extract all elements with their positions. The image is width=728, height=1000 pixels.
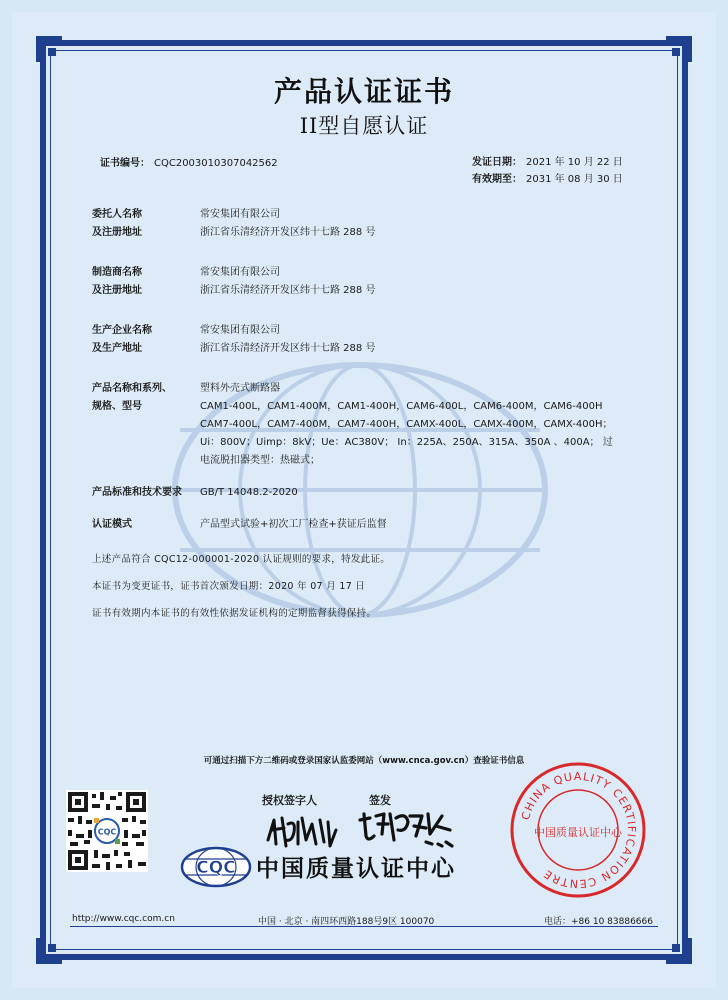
manufacturer-name: 常安集团有限公司	[200, 267, 280, 278]
authorized-signature	[262, 810, 342, 854]
footer-phone: 电话：+86 10 83886666	[544, 917, 653, 927]
corner-ornament-top-left	[36, 36, 62, 62]
stamp-center-text: 中国质量认证中心	[534, 826, 622, 839]
footer-address: 中国 · 北京 · 南四环西路188号9区 100070	[258, 917, 435, 927]
client-name: 常安集团有限公司	[200, 209, 280, 220]
mode-value: 产品型式试验+初次工厂检查+获证后监督	[200, 519, 387, 530]
certificate-dates	[472, 154, 623, 188]
cqc-logo	[180, 846, 252, 888]
certificate-details	[92, 206, 652, 534]
product-specs-line: Ui：800V；Uimp：8kV；Ue：AC380V； In：225A、250A、315A、350A 、400A； 过	[200, 437, 613, 448]
product-label-2: 规格、型号	[92, 401, 142, 412]
corner-ornament-bottom-right	[666, 938, 692, 964]
statements	[92, 546, 652, 627]
scan-note: 可通过扫描下方二维码或登录国家认监委网站（www.cnca.gov.cn）查验证书信息	[203, 756, 525, 766]
statement-3: 证书有效期内本证书的有效性依据发证机构的定期监督获得保持。	[92, 608, 377, 619]
footer-url: http://www.cqc.com.cn	[72, 914, 175, 924]
factory-name-label: 生产企业名称	[92, 325, 152, 336]
expiry-date-value: 2031 年 08 月 30 日	[526, 174, 623, 185]
manufacturer-addr-label: 及注册地址	[92, 285, 142, 296]
standard-label: 产品标准和技术要求	[92, 487, 182, 498]
corner-ornament-bottom-left	[36, 938, 62, 964]
client-addr-label: 及注册地址	[92, 227, 142, 238]
manufacturer-name-label: 制造商名称	[92, 267, 142, 278]
issuer-signature	[356, 806, 456, 852]
product-trip-type: 电流脱扣器类型：热磁式；	[200, 455, 320, 466]
cert-no-label: 证书编号：	[100, 158, 150, 169]
qr-code	[66, 790, 148, 872]
issue-date-label: 发证日期：	[472, 157, 522, 168]
standard-value: GB/T 14048.2-2020	[200, 487, 298, 498]
certificate-number	[100, 154, 278, 169]
corner-ornament-top-right	[666, 36, 692, 62]
cqc-logo-text: CQC	[196, 858, 236, 878]
statement-1: 上述产品符合 CQC12-000001-2020 认证规则的要求，特发此证。	[92, 554, 391, 565]
factory-addr-label: 及生产地址	[92, 343, 142, 354]
manufacturer-addr: 浙江省乐清经济开发区纬十七路 288 号	[200, 285, 376, 296]
authorized-signatory-label: 授权签字人	[262, 794, 317, 807]
official-stamp	[508, 760, 648, 900]
product-models-line-2: CAM7-400L，CAM7-400M，CAM7-400H，CAMX-400L，CAMX-400M，CAMX-400H；	[200, 419, 613, 430]
organization-name: 中国质量认证中心	[256, 856, 456, 882]
expiry-date-label: 有效期至：	[472, 174, 522, 185]
issue-date-value: 2021 年 10 月 22 日	[526, 157, 623, 168]
product-name: 塑料外壳式断路器	[200, 383, 280, 394]
client-addr: 浙江省乐清经济开发区纬十七路 288 号	[200, 227, 376, 238]
issuer-label: 签发	[369, 794, 391, 807]
client-name-label: 委托人名称	[92, 209, 142, 220]
cert-no-value: CQC2003010307042562	[154, 158, 278, 169]
product-models-line-1: CAM1-400L，CAM1-400M，CAM1-400H，CAM6-400L，CAM6-400M，CAM6-400H	[200, 401, 603, 412]
factory-name: 常安集团有限公司	[200, 325, 280, 336]
statement-2: 本证书为变更证书，证书首次颁发日期：2020 年 07 月 17 日	[92, 581, 366, 592]
factory-addr: 浙江省乐清经济开发区纬十七路 288 号	[200, 343, 376, 354]
certificate-subtitle: II型自愿认证	[299, 114, 429, 138]
product-label-1: 产品名称和系列、	[92, 383, 172, 394]
qr-logo-text: CQC	[97, 827, 117, 837]
stamp-ring-text: CHINA QUALITY CERTIFICATION CENTRE	[519, 769, 639, 891]
certificate-title: 产品认证证书	[273, 75, 454, 108]
mode-label: 认证模式	[92, 519, 132, 530]
